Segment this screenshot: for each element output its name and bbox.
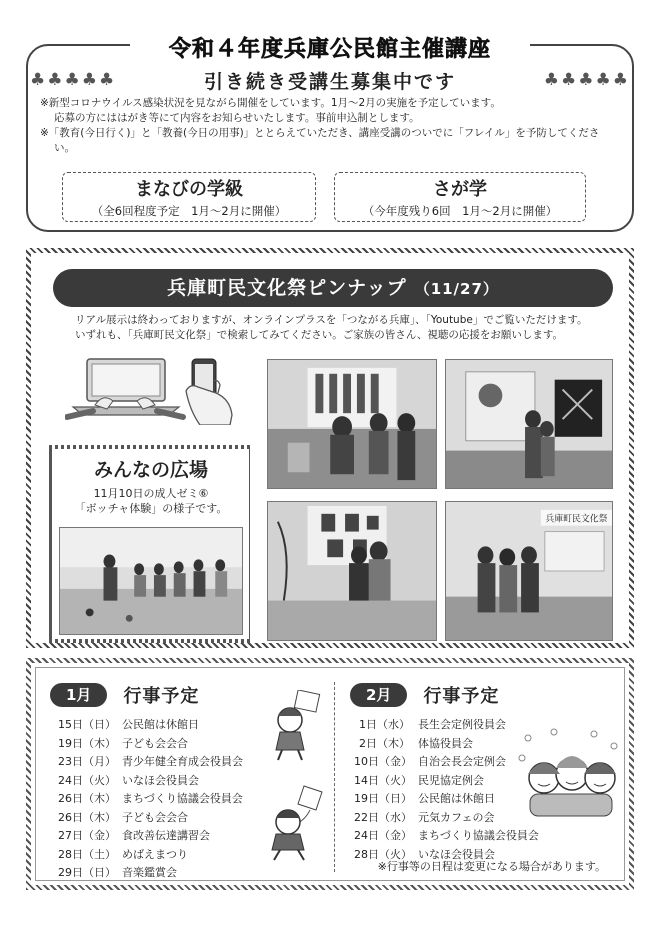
event-item	[58, 790, 243, 809]
month-title-january: 行事予定	[123, 686, 200, 707]
event-date: 14日（火）	[354, 773, 412, 787]
event-name: まちづくり協議会役員会	[122, 792, 243, 805]
event-item	[354, 827, 539, 846]
subtitle-row	[30, 66, 630, 94]
event-date: 24日（金）	[354, 829, 412, 842]
event-name: めばえまつり	[122, 847, 188, 861]
event-date: 22日（水）	[354, 810, 412, 824]
course-schedule: （今年度残り6回 1月～2月に開催）	[362, 204, 558, 218]
event-name: 自治会長会定例会	[418, 755, 506, 768]
note-line: 応募の方にははがき等にて内容をお知らせいたします。事前申込制とします。	[54, 112, 420, 124]
community-corner-caption	[53, 486, 249, 516]
february-header	[350, 682, 499, 708]
festival-description	[75, 313, 635, 343]
event-name: 食改善伝達講習会	[122, 829, 210, 842]
event-date: 2日（木）	[359, 736, 410, 750]
event-date: 24日（火）	[58, 773, 116, 787]
event-date: 26日（木）	[58, 792, 116, 805]
course-notes	[40, 96, 620, 156]
event-item	[58, 753, 243, 772]
child-kite-illustration	[260, 782, 330, 862]
child-flag-illustration	[262, 690, 326, 762]
event-name: まちづくり協議会役員会	[418, 829, 539, 842]
event-name: 子ども会会合	[122, 810, 188, 824]
event-name: 青少年健全育成会役員会	[122, 755, 243, 768]
month-badge-january: 1月	[50, 683, 107, 707]
event-name: 子ども会会合	[122, 736, 188, 750]
event-name: 長生会定例役員会	[418, 718, 506, 731]
event-name: 民児協定例会	[418, 773, 484, 787]
event-item	[354, 809, 539, 828]
event-item	[354, 735, 539, 754]
recruitment-subtitle: 引き続き受講生募集中です	[203, 70, 456, 93]
month-badge-february: 2月	[350, 683, 407, 707]
course-sagagaku	[334, 172, 586, 222]
january-event-list	[58, 716, 243, 883]
event-item	[58, 772, 243, 791]
event-date: 29日（日）	[58, 866, 116, 879]
event-date: 19日（日）	[354, 792, 412, 805]
event-name: 公民館は休館日	[418, 792, 495, 805]
event-date: 28日（土）	[58, 847, 116, 861]
festival-photo-exhibit-4	[445, 501, 613, 641]
community-corner	[49, 445, 253, 643]
festival-date: （11/27）	[414, 280, 499, 298]
february-event-list	[354, 716, 539, 864]
page-title: 令和４年度兵庫公民館主催講座	[130, 30, 530, 64]
course-title: さが学	[433, 179, 487, 200]
event-name: いなほ会役員会	[418, 847, 495, 861]
festival-photo-exhibit-2	[445, 359, 613, 489]
event-item	[58, 846, 243, 865]
caption-line: 「ボッチャ体験」の様子です。	[74, 502, 228, 515]
schedule-footnote: ※行事等の日程は変更になる場合があります。	[377, 860, 606, 873]
event-name: 公民館は休館日	[122, 718, 199, 731]
event-item	[58, 735, 243, 754]
festival-text-line: いずれも、「兵庫町民文化祭」で検索してみてください。ご家族の皆さん、視聴の応援をお願いします。	[75, 329, 564, 341]
event-schedule-inner	[35, 667, 625, 881]
event-item	[354, 772, 539, 791]
festival-banner	[53, 269, 613, 307]
course-schedule: （全6回程度予定 1月～2月に開催）	[91, 204, 287, 218]
festival-sign-text: 兵庫町民文化祭	[545, 514, 608, 525]
event-item	[354, 753, 539, 772]
culture-festival-section	[26, 248, 634, 648]
event-item	[354, 716, 539, 735]
event-date: 1日（水）	[359, 718, 410, 731]
month-title-february: 行事予定	[423, 686, 500, 707]
event-name: 体協役員会	[418, 736, 473, 750]
clover-decoration-left: ♣♣♣♣♣	[30, 70, 117, 90]
event-date: 27日（金）	[58, 829, 116, 842]
festival-title: 兵庫町民文化祭ピンナップ	[167, 277, 407, 299]
event-name: いなほ会役員会	[122, 773, 199, 787]
event-date: 10日（金）	[354, 755, 412, 768]
event-date: 23日（月）	[58, 755, 116, 768]
event-item	[58, 809, 243, 828]
event-item	[58, 716, 243, 735]
event-name: 元気カフェの会	[418, 810, 495, 824]
event-date: 15日（日）	[58, 718, 116, 731]
note-line: ※「教育(今日行く)」と「教養(今日の用事)」ととらえていただき、講座受講のついでに「フレイル」を予防してください。	[40, 127, 600, 154]
festival-photo-exhibit-3	[267, 501, 437, 641]
event-date: 26日（木）	[58, 810, 116, 824]
seniors-group-illustration	[514, 728, 624, 828]
schedule-divider	[334, 682, 335, 872]
event-item	[354, 790, 539, 809]
smartphone-hand-illustration	[178, 355, 248, 425]
course-title: まなびの学級	[135, 179, 243, 200]
event-item	[58, 827, 243, 846]
community-corner-title: みんなの広場	[93, 459, 208, 481]
festival-photo-exhibit-1	[267, 359, 437, 489]
event-name: 音楽鑑賞会	[122, 866, 177, 879]
culture-festival-inner	[35, 257, 625, 639]
event-item	[58, 864, 243, 883]
course-manabi	[62, 172, 316, 222]
note-line: ※新型コロナウイルス感染状況を見ながら開催をしています。1月～2月の実施を予定しています。	[40, 97, 501, 109]
caption-line: 11月10日の成人ゼミ⑥	[93, 487, 209, 500]
january-header	[50, 682, 199, 708]
festival-text-line: リアル展示は終わっておりますが、オンラインプラスを「つながる兵庫」、「Youtube」でご覧いただけます。	[75, 314, 588, 326]
clover-decoration-right: ♣♣♣♣♣	[543, 70, 630, 90]
event-date: 28日（火）	[354, 847, 412, 861]
event-schedule-section	[26, 658, 634, 890]
event-date: 19日（木）	[58, 736, 116, 750]
boccia-photo	[59, 527, 243, 635]
